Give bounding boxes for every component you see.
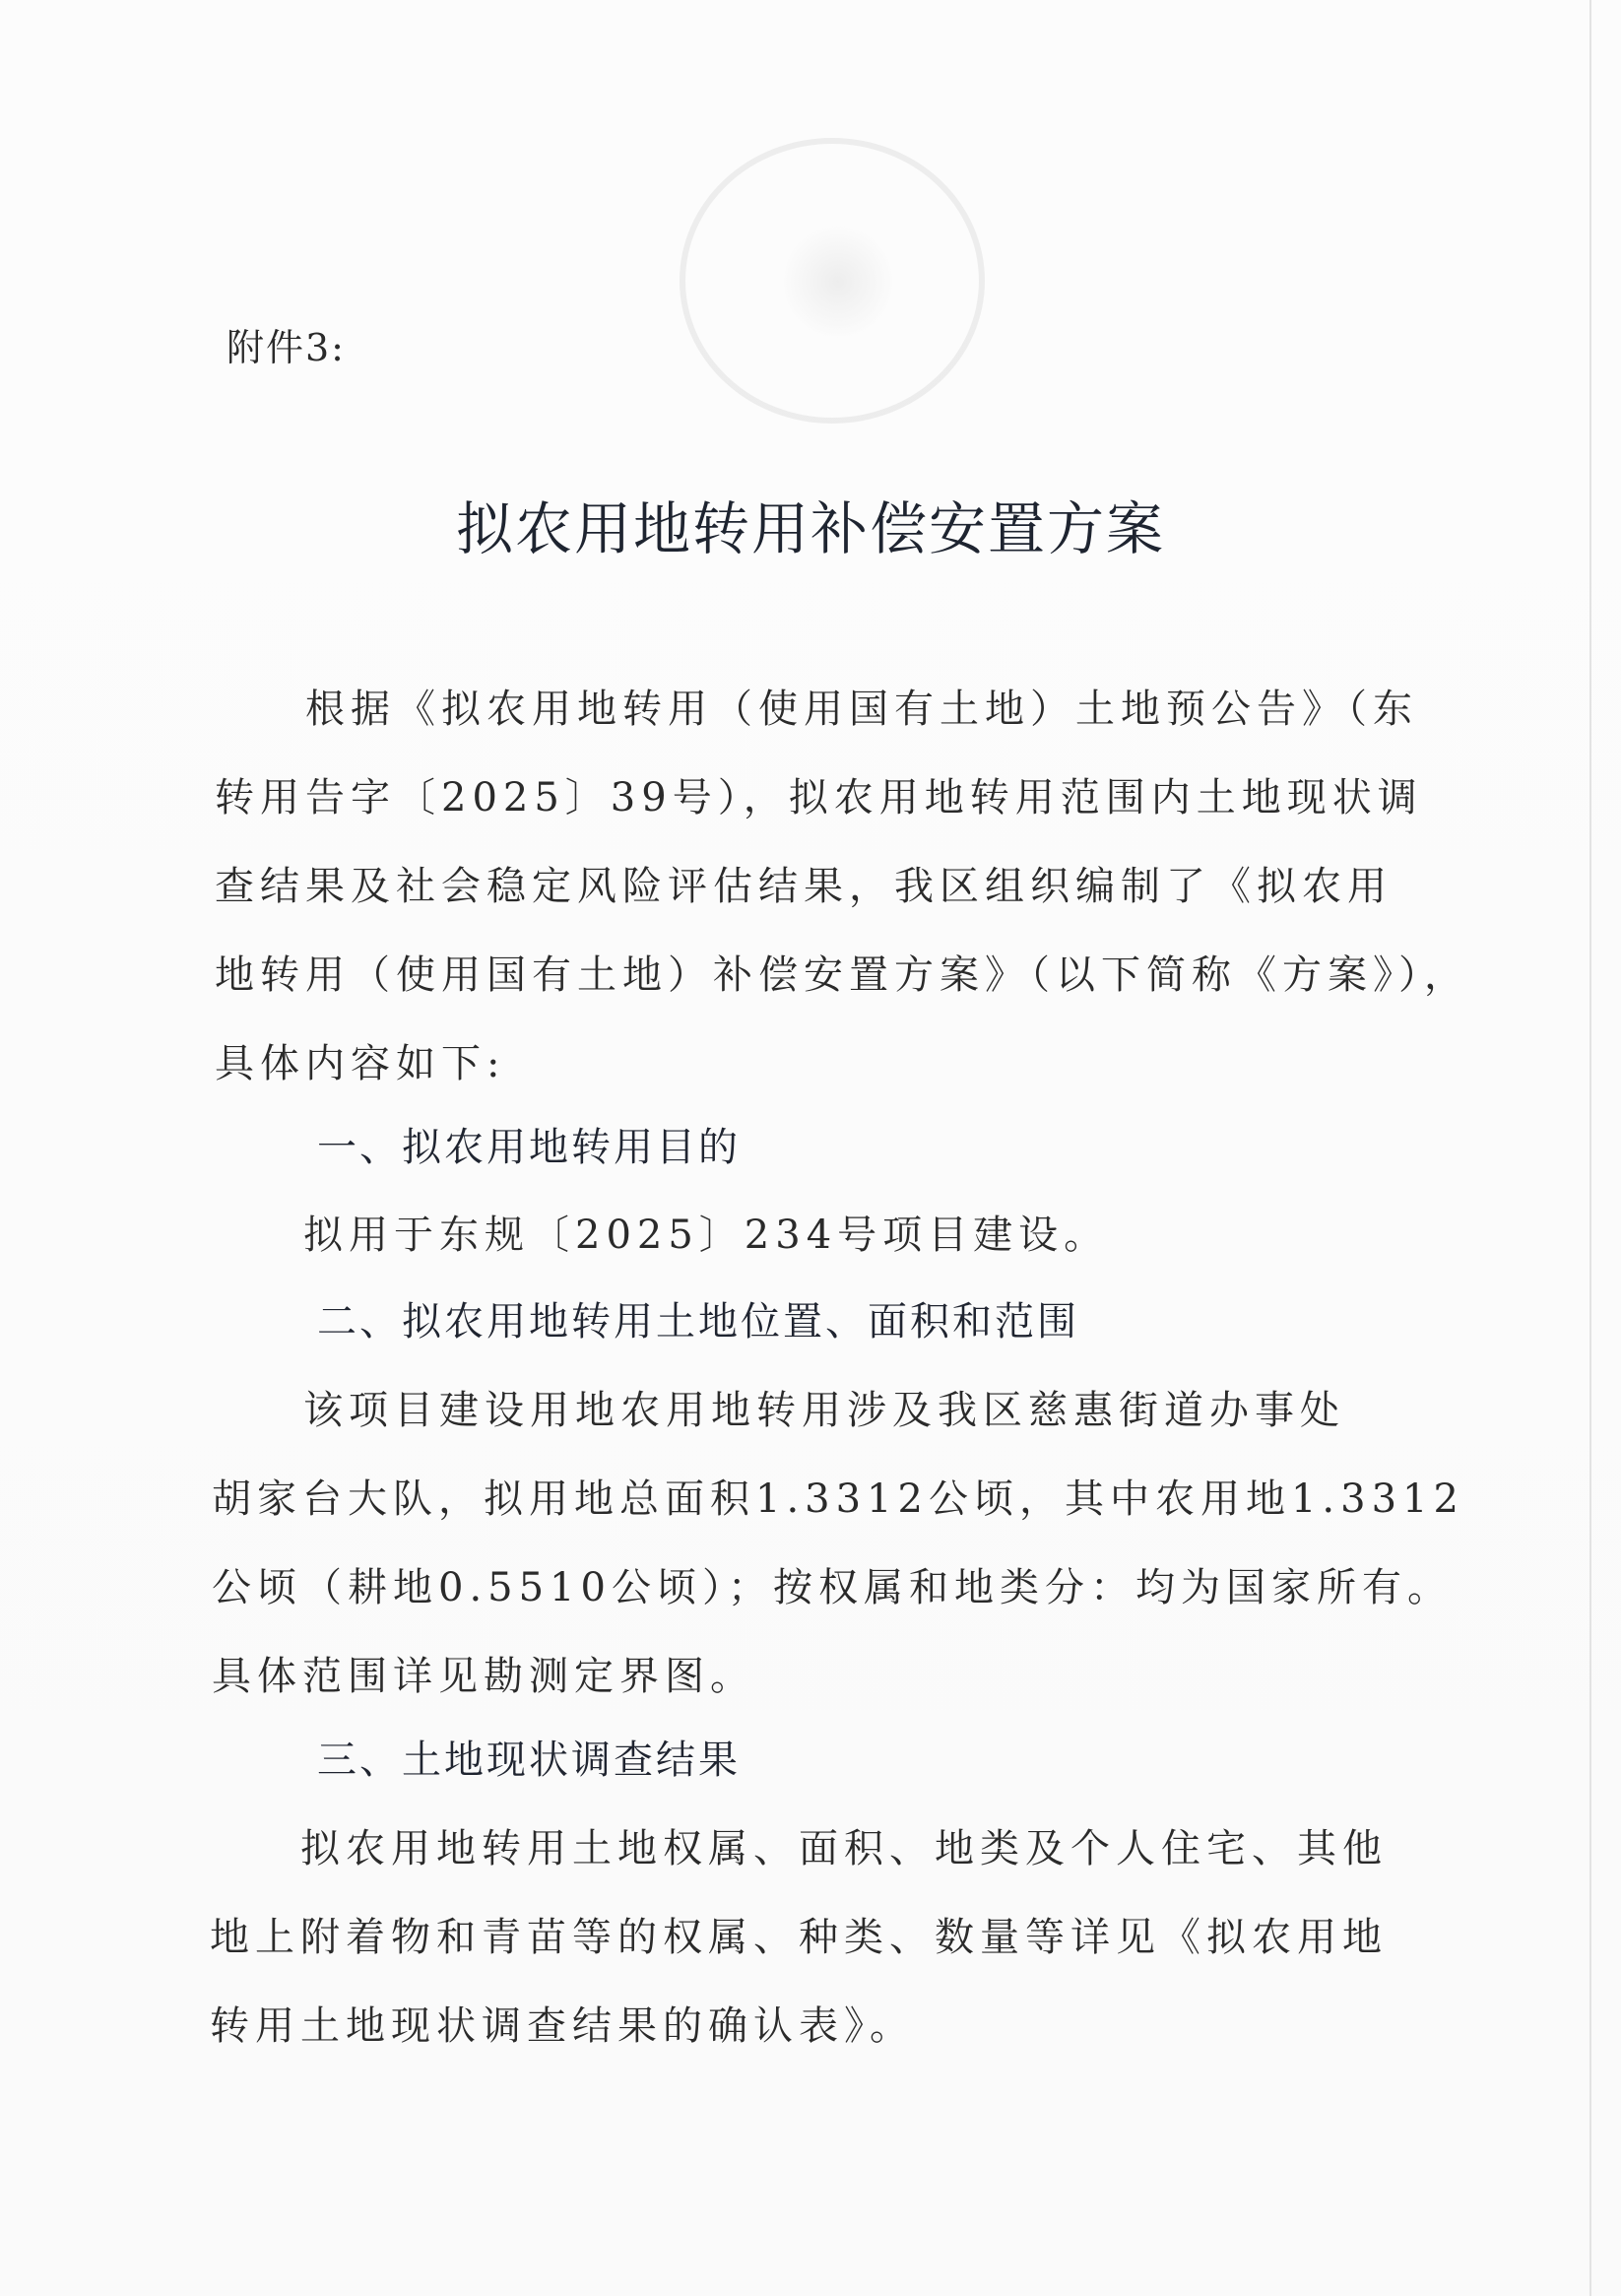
intro-line-5: 具体内容如下: (215, 1041, 506, 1086)
attachment-label: 附件3: (227, 326, 346, 369)
section-3-line-3: 转用土地现状调查结果的确认表》。 (210, 2003, 915, 2049)
faint-seal-stamp (680, 138, 985, 424)
section-2-line-1: 该项目建设用地农用地转用涉及我区慈惠街道办事处 (303, 1388, 1345, 1433)
section-2-line-3: 公顷（耕地0.5510公顷）；按权属和地类分：均为国家所有。 (212, 1565, 1453, 1610)
section-2-heading: 二、拟农用地转用土地位置、面积和范围 (317, 1299, 1079, 1345)
page-title: 拟农用地转用补偿安置方案 (455, 495, 1165, 562)
intro-line-1: 根据《拟农用地转用（使用国有土地）土地预公告》（东 (305, 687, 1418, 732)
section-1-line-1: 拟用于东规〔2025〕234号项目建设。 (303, 1213, 1110, 1258)
seal-center-mark (784, 223, 892, 341)
section-3-line-1: 拟农用地转用土地权属、面积、地类及个人住宅、其他 (300, 1826, 1388, 1871)
section-3-line-2: 地上附着物和青苗等的权属、种类、数量等详见《拟农用地 (210, 1915, 1388, 1960)
section-3-heading: 三、土地现状调查结果 (317, 1738, 741, 1783)
scan-edge-line (1589, 0, 1591, 2296)
intro-line-4: 地转用（使用国有土地）补偿安置方案》（以下简称《方案》）， (215, 952, 1469, 998)
intro-line-3: 查结果及社会稳定风险评估结果，我区组织编制了《拟农用 (215, 864, 1393, 909)
intro-line-2: 转用告字〔2025〕39号），拟农用地转用范围内土地现状调 (215, 775, 1423, 820)
section-2-line-4: 具体范围详见勘测定界图。 (212, 1654, 755, 1699)
section-2-line-2: 胡家台大队，拟用地总面积1.3312公顷，其中农用地1.3312 (212, 1476, 1464, 1522)
section-1-heading: 一、拟农用地转用目的 (317, 1125, 741, 1170)
